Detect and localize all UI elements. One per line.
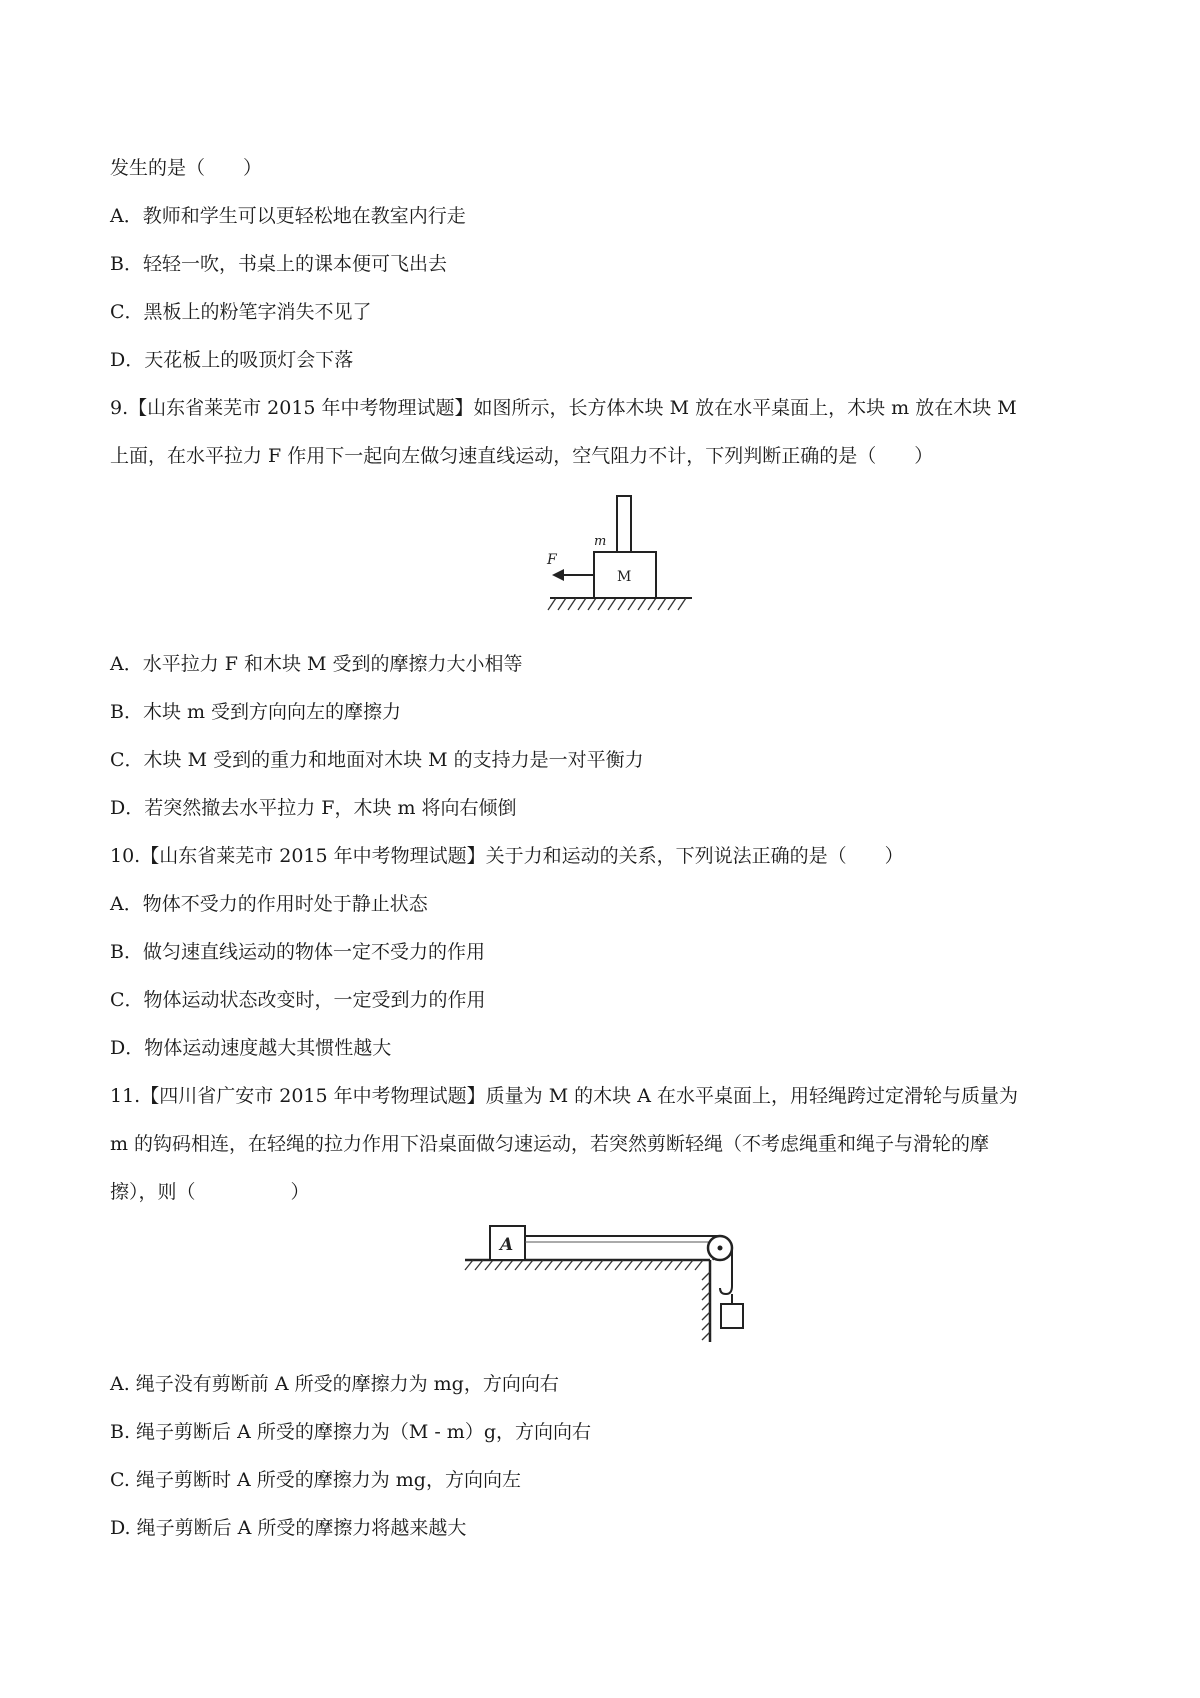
q9-block-small-m	[617, 496, 631, 552]
q9-figure-blocks	[520, 488, 700, 628]
q11-option-b: B. 绳子剪断后 A 所受的摩擦力为（M - m）g，方向向右	[110, 1421, 591, 1443]
q9-figure-svg	[520, 488, 700, 628]
q8-option-b: B．轻轻一吹，书桌上的课本便可飞出去	[110, 253, 447, 275]
q11-hook-weight	[721, 1304, 743, 1328]
q11-figure-svg	[455, 1212, 765, 1347]
q11-option-c: C. 绳子剪断时 A 所受的摩擦力为 mg，方向向左	[110, 1469, 521, 1491]
q9-label-m-small: m	[594, 534, 607, 549]
q11-option-d: D. 绳子剪断后 A 所受的摩擦力将越来越大	[110, 1517, 467, 1539]
q11-stem-line2: m 的钩码相连，在轻绳的拉力作用下沿桌面做匀速运动，若突然剪断轻绳（不考虑绳重和绳子与滑轮的摩	[110, 1133, 990, 1155]
q9-label-m-big: M	[617, 569, 632, 585]
q8-option-c: C．黑板上的粉笔字消失不见了	[110, 301, 372, 323]
q9-option-a: A．水平拉力 F 和木块 M 受到的摩擦力大小相等	[110, 653, 523, 675]
q11-option-a: A. 绳子没有剪断前 A 所受的摩擦力为 mg，方向向右	[110, 1373, 559, 1395]
q9-option-b: B．木块 m 受到方向向左的摩擦力	[110, 701, 402, 723]
q9-ground-hatching	[548, 598, 686, 610]
q11-figure-pulley	[455, 1212, 765, 1347]
q10-option-d: D．物体运动速度越大其惯性越大	[110, 1037, 392, 1059]
q10-option-c: C．物体运动状态改变时，一定受到力的作用	[110, 989, 486, 1011]
q10-option-b: B．做匀速直线运动的物体一定不受力的作用	[110, 941, 485, 963]
q11-label-a: A	[500, 1235, 514, 1255]
q9-option-d: D．若突然撤去水平拉力 F，木块 m 将向右倾倒	[110, 797, 517, 819]
q11-hook	[720, 1286, 732, 1294]
q11-pulley-axle	[718, 1246, 723, 1251]
q9-stem-line2: 上面，在水平拉力 F 作用下一起向左做匀速直线运动，空气阻力不计，下列判断正确的是（ ）	[110, 445, 934, 467]
q8-option-a: A．教师和学生可以更轻松地在教室内行走	[110, 205, 466, 227]
q10-option-a: A．物体不受力的作用时处于静止状态	[110, 893, 428, 915]
q8-option-d: D．天花板上的吸顶灯会下落	[110, 349, 354, 371]
q9-force-arrowhead	[552, 569, 564, 581]
q10-stem: 10.【山东省莱芜市 2015 年中考物理试题】关于力和运动的关系，下列说法正确的是（ ）	[110, 845, 904, 867]
q11-stem-line3: 擦），则（ ）	[110, 1181, 310, 1203]
q9-stem-line1: 9.【山东省莱芜市 2015 年中考物理试题】如图所示，长方体木块 M 放在水平桌面上，木块 m 放在木块 M	[110, 397, 1017, 419]
q8-stem-tail: 发生的是（ ）	[110, 157, 263, 179]
q9-option-c: C．木块 M 受到的重力和地面对木块 M 的支持力是一对平衡力	[110, 749, 644, 771]
q9-label-f: F	[547, 552, 557, 568]
q11-stem-line1: 11.【四川省广安市 2015 年中考物理试题】质量为 M 的木块 A 在水平桌面上，用轻绳跨过定滑轮与质量为	[110, 1085, 1018, 1107]
q11-table-hatching	[465, 1260, 703, 1270]
